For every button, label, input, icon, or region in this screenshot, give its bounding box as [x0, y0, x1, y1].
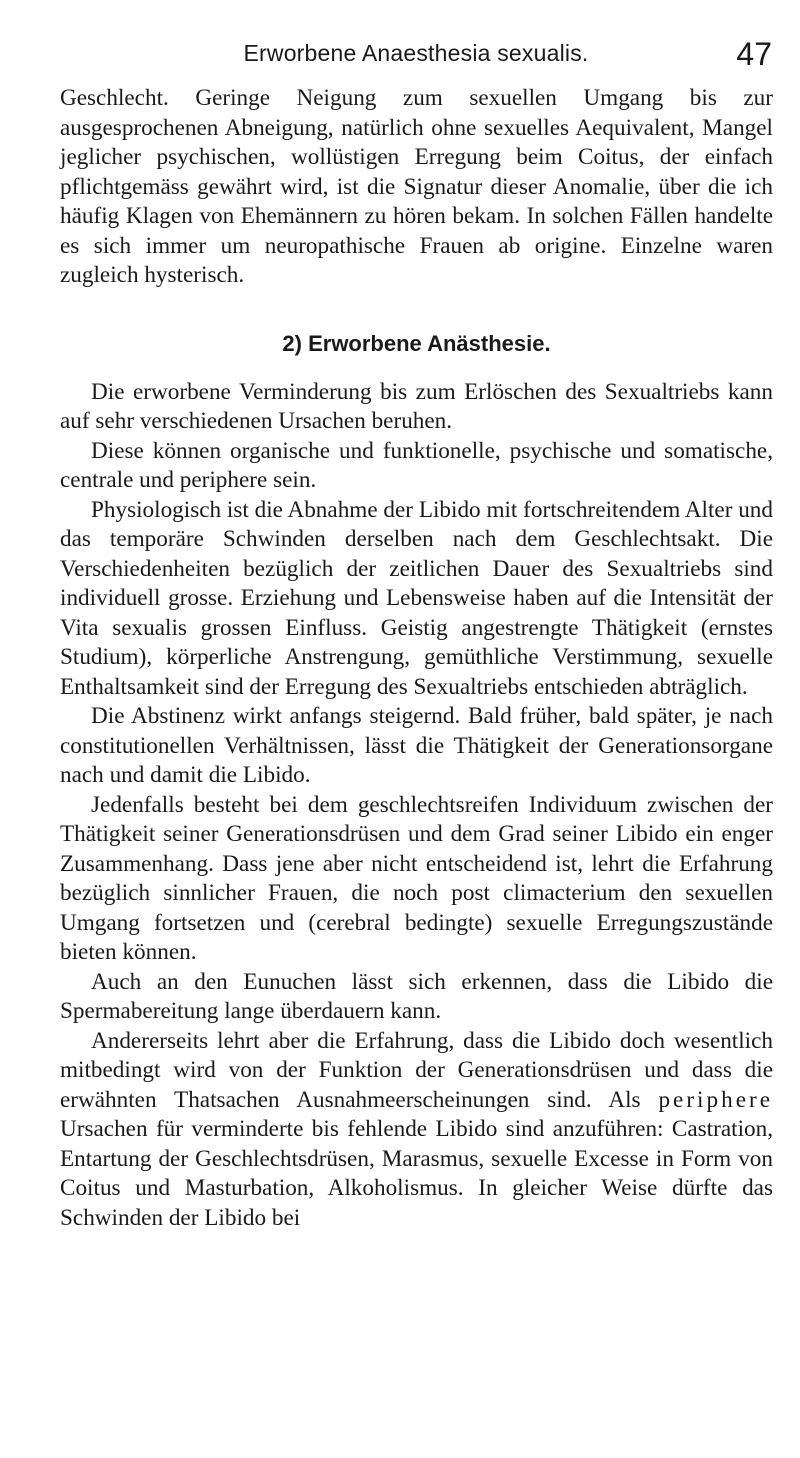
running-header: [60, 38, 772, 72]
paragraph: Auch an den Eunuchen lässt sich erkennen, dass die Libido die Spermabereitung lange überdauern kann.: [60, 968, 773, 1024]
paragraph-text: Andererseits lehrt aber die Erfahrung, dass die Libido doch wesentlich mitbedingt wird von der Funktion der Generationsdrüsen und dass die erwähnten Thatsachen Ausnahmeerscheinungen sind. Als: [60, 1027, 773, 1113]
paragraph: Jedenfalls besteht bei dem geschlechtsreifen Individuum zwischen der Thätigkeit seiner Generationsdrüsen und dem Grad seiner Libido ein enger Zusammenhang. Dass jene aber nicht entscheidend ist, lehrt die Erfahrung bezüglich sinnlicher Frauen, die noch post climacterium den sexuellen Umgang fortsetzen und (cerebral bedingte) sexuelle Erregungszustände bieten können.: [60, 791, 773, 965]
section-heading: 2) Erworbene Anästhesie.: [282, 330, 551, 356]
paragraph: Die Abstinenz wirkt anfangs steigernd. Bald früher, bald später, je nach constitutionellen Verhältnissen, lässt die Thätigkeit der Generationsorgane nach und damit die Libido.: [60, 703, 773, 788]
page-body: [60, 84, 773, 1233]
last-paragraph: [60, 1027, 773, 1234]
paragraph: Die erworbene Verminderung bis zum Erlöschen des Sexualtriebs kann auf sehr verschiedenen Ursachen beruhen.: [60, 378, 773, 434]
page-number: 47: [736, 36, 772, 72]
emphasized-word: periphere: [658, 1086, 773, 1113]
paragraph-text: Ursachen für verminderte bis fehlende Libido sind anzuführen: Castration, Entartung der Geschlechtsdrüsen, Marasmus, sexuelle Excesse in Form von Coitus und Masturbation, Alkoholismus. In gleicher Weise dürfte das Schwinden der Libido bei: [60, 1116, 773, 1231]
running-title: Erworbene Anaesthesia sexualis.: [243, 40, 589, 66]
paragraph: Diese können organische und funktionelle, psychische und somatische, centrale und periphere sein.: [60, 437, 773, 493]
intro-paragraph: Geschlecht. Geringe Neigung zum sexuellen Umgang bis zur ausgesprochenen Abneigung, natürlich ohne sexuelles Aequivalent, Mangel jeglicher psychischen, wollüstigen Erregung beim Coitus, der einfach pflichtgemäss gewährt wird, ist die Signatur dieser Anomalie, über die ich häufig Klagen von Ehemännern zu hören bekam. In solchen Fällen handelte es sich immer um neuropathische Frauen ab origine. Einzelne waren zugleich hysterisch.: [60, 85, 773, 288]
paragraph: Physiologisch ist die Abnahme der Libido mit fortschreitendem Alter und das temporäre Schwinden derselben nach dem Geschlechtsakt. Die Verschiedenheiten bezüglich der zeitlichen Dauer des Sexualtriebs sind individuell grosse. Erziehung und Lebensweise haben auf die Intensität der Vita sexualis grossen Einfluss. Geistig angestrengte Thätigkeit (ernstes Studium), körperliche Anstrengung, gemüthliche Verstimmung, sexuelle Enthaltsamkeit sind der Erregung des Sexualtriebs entschieden abträglich.: [60, 496, 773, 700]
